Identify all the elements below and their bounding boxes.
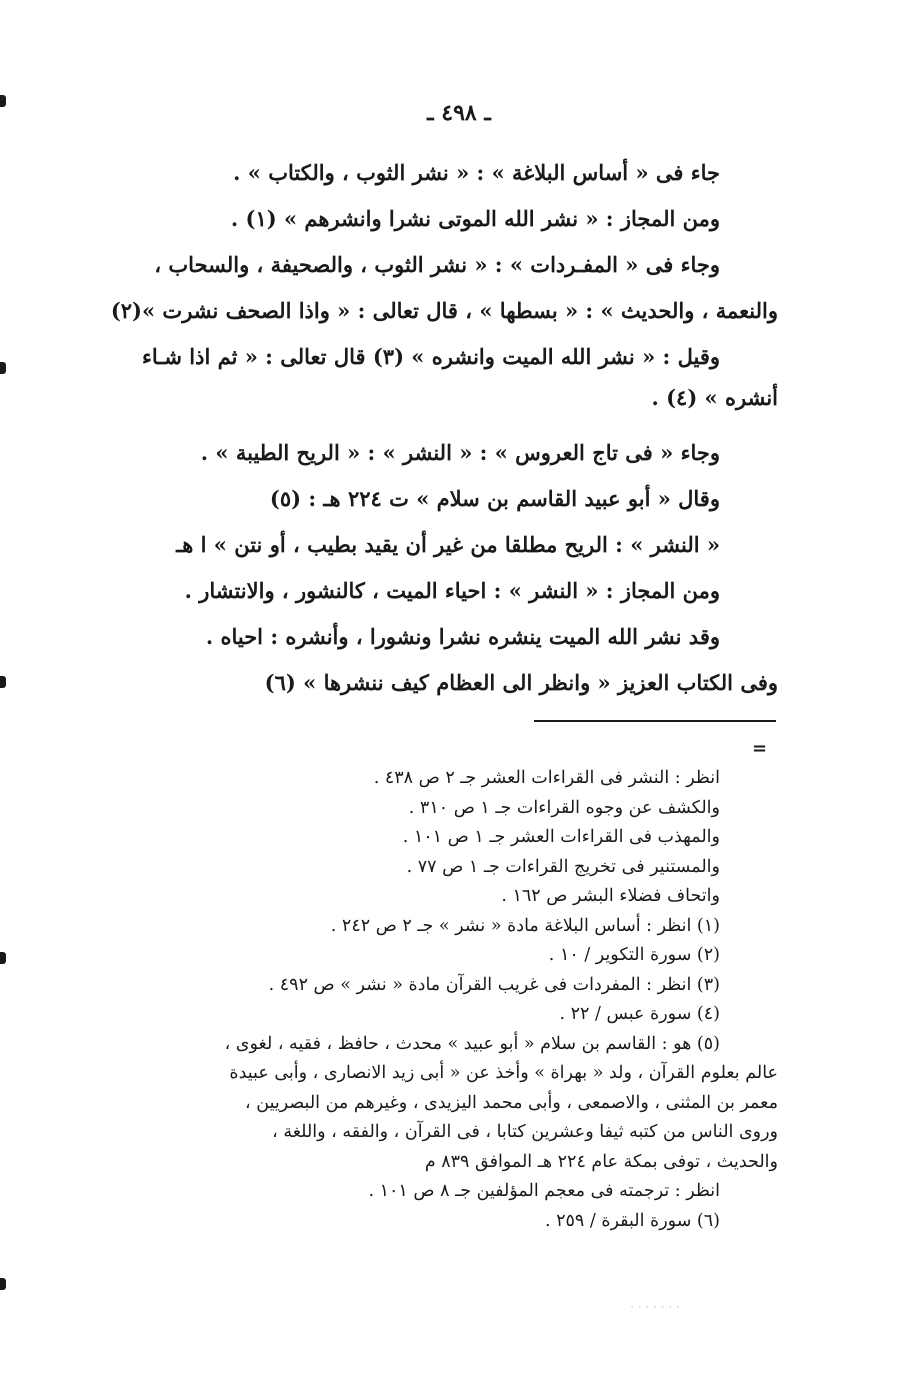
text-line: والنعمة ، والحديث » : « بسطها » ، قال تعالى : « واذا الصحف نشرت »(٢) bbox=[110, 298, 778, 323]
footnote-line: عالم بعلوم القرآن ، ولد « بهراة » وأخذ عن « أبى زيد الانصارى ، وأبى عبيدة bbox=[229, 1063, 778, 1083]
footnote-line: والحديث ، توفى بمكة عام ٢٢٤ هـ الموافق ٨٣٩ م bbox=[424, 1151, 778, 1172]
text-line: ومن المجاز : « النشر » : احياء الميت ، كالنشور ، والانتشار . bbox=[184, 578, 720, 603]
footnote-line: (٤) سورة عبس / ٢٢ . bbox=[559, 1004, 720, 1024]
scan-edge-mark bbox=[0, 362, 6, 374]
footnote-line: (١) انظر : أساس البلاغة مادة « نشر » جـ ٢ ص ٢٤٢ . bbox=[330, 915, 720, 936]
footnote-line: وروى الناس من كتبه ثيفا وعشرين كتابا ، فى القرآن ، والفقه ، واللغة ، bbox=[272, 1122, 778, 1142]
scan-edge-mark bbox=[0, 1278, 6, 1290]
text-line: وقيل : « نشر الله الميت وانشره » (٣) قال تعالى : « ثم اذا شـاء bbox=[141, 344, 720, 369]
footnote-line: والمستنير فى تخريج القراءات جـ ١ ص ٧٧ . bbox=[406, 856, 720, 877]
footnote-line: والكشف عن وجوه القراءات جـ ١ ص ٣١٠ . bbox=[408, 797, 720, 818]
footnote-line: (٢) سورة التكوير / ١٠ . bbox=[548, 945, 720, 965]
text-line: وقد نشر الله الميت ينشره نشرا ونشورا ، وأنشره : احياه . bbox=[205, 624, 720, 649]
footnote-line: (٦) سورة البقرة / ٢٥٩ . bbox=[544, 1210, 720, 1231]
scan-edge-mark bbox=[0, 95, 6, 107]
text-line: وجاء فى « المفـردات » : « نشر الثوب ، والصحيفة ، والسحاب ، bbox=[154, 252, 720, 277]
text-line: وقال « أبو عبيد القاسم بن سلام » ت ٢٢٤ هـ : (٥) bbox=[269, 486, 720, 511]
page-number: ـ ٤٩٨ ـ bbox=[427, 100, 491, 126]
footnote-continuation-mark: = bbox=[752, 738, 768, 759]
faint-scan-mark: · · · · · · · bbox=[630, 1300, 680, 1314]
scan-edge-mark bbox=[0, 952, 6, 964]
scan-edge-mark bbox=[0, 676, 6, 688]
footnote-line: انظر : ترجمته فى معجم المؤلفين جـ ٨ ص ١٠١ . bbox=[368, 1181, 720, 1201]
text-line: « النشر » : الريح مطلقا من غير أن يقيد بطيب ، أو نتن » ا هـ bbox=[176, 532, 720, 557]
footnotes bbox=[98, 764, 778, 1236]
main-text bbox=[98, 150, 778, 706]
footnote-line: معمر بن المثنى ، والاصمعى ، وأبى محمد اليزيدى ، وغيرهم من البصريين ، bbox=[245, 1092, 778, 1113]
footnote-divider bbox=[534, 720, 776, 722]
footnote-line: (٣) انظر : المفردات فى غريب القرآن مادة « نشر » ص ٤٩٢ . bbox=[268, 974, 720, 995]
text-line: ومن المجاز : « نشر الله الموتى نشرا وانشرهم » (١) . bbox=[230, 206, 720, 231]
footnote-line: والمهذب فى القراءات العشر جـ ١ ص ١٠١ . bbox=[402, 827, 720, 847]
footnote-line: واتحاف فضلاء البشر ص ١٦٢ . bbox=[501, 886, 720, 906]
footnote-line: انظر : النشر فى القراءات العشر جـ ٢ ص ٤٣٨ . bbox=[373, 768, 720, 788]
text-line: جاء فى « أساس البلاغة » : « نشر الثوب ، والكتاب » . bbox=[233, 160, 720, 185]
text-line: أنشره » (٤) . bbox=[651, 385, 778, 410]
footnote-line: (٥) هو : القاسم بن سلام « أبو عبيد » محدث ، حافظ ، فقيه ، لغوى ، bbox=[224, 1033, 720, 1054]
text-line: وفى الكتاب العزيز « وانظر الى العظام كيف ننشرها » (٦) bbox=[264, 670, 778, 695]
text-line: وجاء « فى تاج العروس » : « النشر » : « الريح الطيبة » . bbox=[200, 440, 720, 465]
